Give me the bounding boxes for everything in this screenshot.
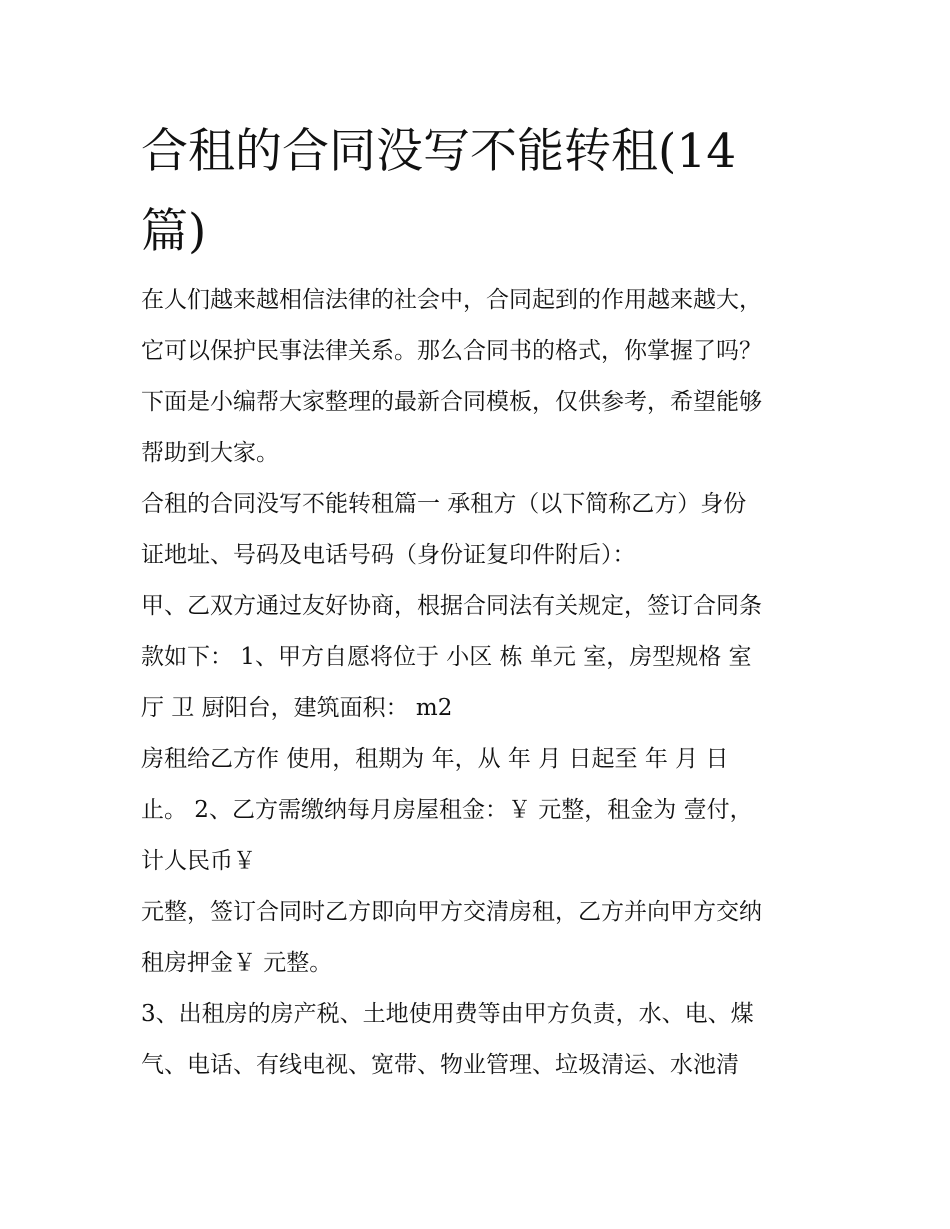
body-line: 止。 2、乙方需缴纳每月房屋租金：￥ 元整，租金为 壹付， [141,797,753,823]
body-line: 证地址、号码及电话号码（身份证复印件附后）： [141,542,636,568]
body-line: 款如下： 1、甲方自愿将位于 小区 栋 单元 室，房型规格 室 [141,644,752,670]
body-line: 合租的合同没写不能转租篇一 承租方（以下简称乙方）身份 [141,491,747,517]
document-body [141,275,821,1091]
body-line: 在人们越来越相信法律的社会中，合同起到的作用越来越大， [141,287,762,313]
body-line: 它可以保护民事法律关系。那么合同书的格式，你掌握了吗？ [141,338,762,364]
document-title [141,112,781,272]
body-line: 租房押金￥ 元整。 [141,950,333,976]
body-line: 帮助到大家。 [141,440,279,466]
title-line-1: 合租的合同没写不能转租(14 [141,124,737,179]
body-line: 厅 卫 厨阳台，建筑面积： m2 [141,695,453,721]
body-line: 房租给乙方作 使用，租期为 年，从 年 月 日起至 年 月 日 [141,746,729,772]
body-line: 气、电话、有线电视、宽带、物业管理、垃圾清运、水池清 [141,1052,739,1078]
body-line: 下面是小编帮大家整理的最新合同模板，仅供参考，希望能够 [141,389,762,415]
title-line-2: 篇) [141,204,207,259]
body-line: 3、出租房的房产税、土地使用费等由甲方负责，水、电、煤 [141,1001,754,1027]
body-line: 计人民币￥ [141,848,256,874]
body-line: 元整，签订合同时乙方即向甲方交清房租，乙方并向甲方交纳 [141,899,762,925]
body-line: 甲、乙双方通过友好协商，根据合同法有关规定，签订合同条 [141,593,762,619]
